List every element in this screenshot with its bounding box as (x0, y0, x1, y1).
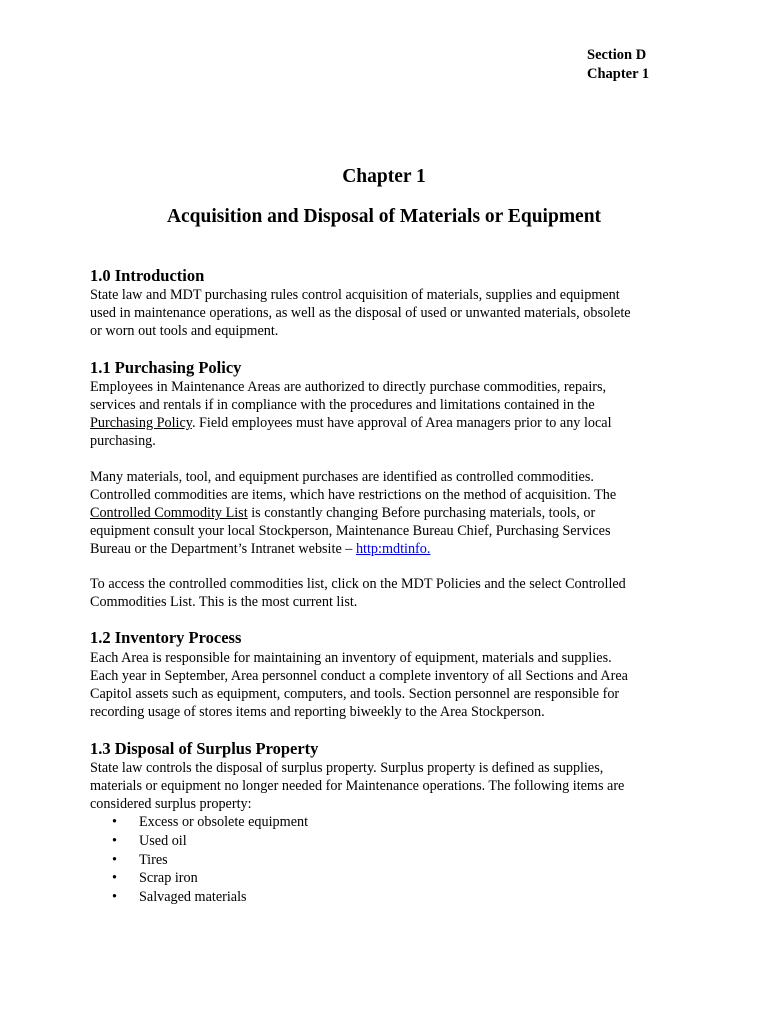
intro-line: used in maintenance operations, as well as the disposal of used or unwanted materials, obsolete (90, 305, 631, 321)
list-item (90, 851, 308, 870)
disposal-line: State law controls the disposal of surplus property. Surplus property is defined as supplies, (90, 760, 604, 776)
list-item (90, 888, 308, 907)
bullet-icon: • (112, 814, 117, 830)
purchasing-line-rest: . Field employees must have approval of Area managers prior to any local (191, 415, 612, 431)
controlled-commodity-list-link[interactable]: Controlled Commodity List (90, 505, 248, 521)
purchasing-line: Employees in Maintenance Areas are authorized to directly purchase commodities, repairs, (90, 379, 607, 395)
purchasing-line-with-link (90, 414, 680, 432)
inventory-paragraph (90, 649, 680, 721)
intro-line: or worn out tools and equipment. (90, 323, 279, 339)
bullet-icon: • (112, 832, 117, 849)
bullet-icon: • (112, 870, 117, 887)
heading-purchasing-policy: 1.1 Purchasing Policy (90, 358, 242, 377)
list-item-text: Scrap iron (139, 870, 198, 887)
chapter-title: Chapter 1 (342, 166, 426, 187)
header-section: Section D (587, 47, 647, 63)
commodities-line-pre: Bureau or the Department’s Intranet website – (90, 541, 356, 557)
commodities-line: equipment consult your local Stockperson, Maintenance Bureau Chief, Purchasing Services (90, 523, 611, 539)
access-line: Commodities List. This is the most current list. (90, 594, 358, 610)
header-chapter: Chapter 1 (587, 65, 650, 82)
commodities-line: Controlled commodities are items, which have restrictions on the method of acquisition. The (90, 487, 617, 503)
inventory-line: Each year in September, Area personnel conduct a complete inventory of all Sections and Area (90, 668, 628, 684)
disposal-line: considered surplus property: (90, 796, 252, 812)
running-header (587, 46, 649, 83)
disposal-line: materials or equipment no longer needed for Maintenance operations. The following items are (90, 778, 625, 794)
list-item-text: Used oil (139, 832, 187, 849)
surplus-items-list (90, 813, 308, 907)
purchasing-line: purchasing. (90, 433, 156, 449)
list-item (90, 832, 308, 851)
commodities-line-rest: is constantly changing Before purchasing materials, tools, or (247, 505, 596, 521)
mdtinfo-link[interactable]: http:mdtinfo. (355, 541, 431, 557)
access-line: To access the controlled commodities list, click on the MDT Policies and the select Controlled (90, 576, 626, 592)
purchasing-line: services and rentals if in compliance with the procedures and limitations contained in the (90, 397, 595, 413)
purchasing-paragraph-3 (90, 575, 680, 611)
intro-line: State law and MDT purchasing rules control acquisition of materials, supplies and equipment (90, 287, 620, 303)
bullet-icon: • (112, 889, 117, 906)
purchasing-paragraph-1 (90, 378, 680, 450)
heading-introduction: 1.0 Introduction (90, 266, 205, 285)
list-item-text: Tires (139, 851, 168, 868)
list-item (90, 813, 308, 832)
commodities-line: Many materials, tool, and equipment purchases are identified as controlled commodities. (90, 469, 594, 485)
inventory-line: Each Area is responsible for maintaining an inventory of equipment, materials and supplies. (90, 650, 612, 666)
commodities-line-with-link (90, 504, 680, 522)
intro-paragraph (90, 286, 680, 340)
document-title: Acquisition and Disposal of Materials or Equipment (166, 206, 602, 227)
inventory-line: recording usage of stores items and reporting biweekly to the Area Stockperson. (90, 704, 545, 720)
heading-disposal-surplus: 1.3 Disposal of Surplus Property (90, 739, 319, 758)
list-item-text: Excess or obsolete equipment (139, 814, 309, 830)
heading-inventory-process: 1.2 Inventory Process (90, 628, 242, 647)
bullet-icon: • (112, 851, 117, 868)
list-item-text: Salvaged materials (139, 889, 247, 906)
disposal-paragraph (90, 759, 680, 813)
purchasing-paragraph-2 (90, 468, 680, 558)
purchasing-policy-link[interactable]: Purchasing Policy (90, 415, 192, 431)
list-item (90, 869, 308, 888)
commodities-line-with-url (90, 540, 680, 558)
inventory-line: Capitol assets such as equipment, computers, and tools. Section personnel are responsible for (90, 686, 620, 702)
